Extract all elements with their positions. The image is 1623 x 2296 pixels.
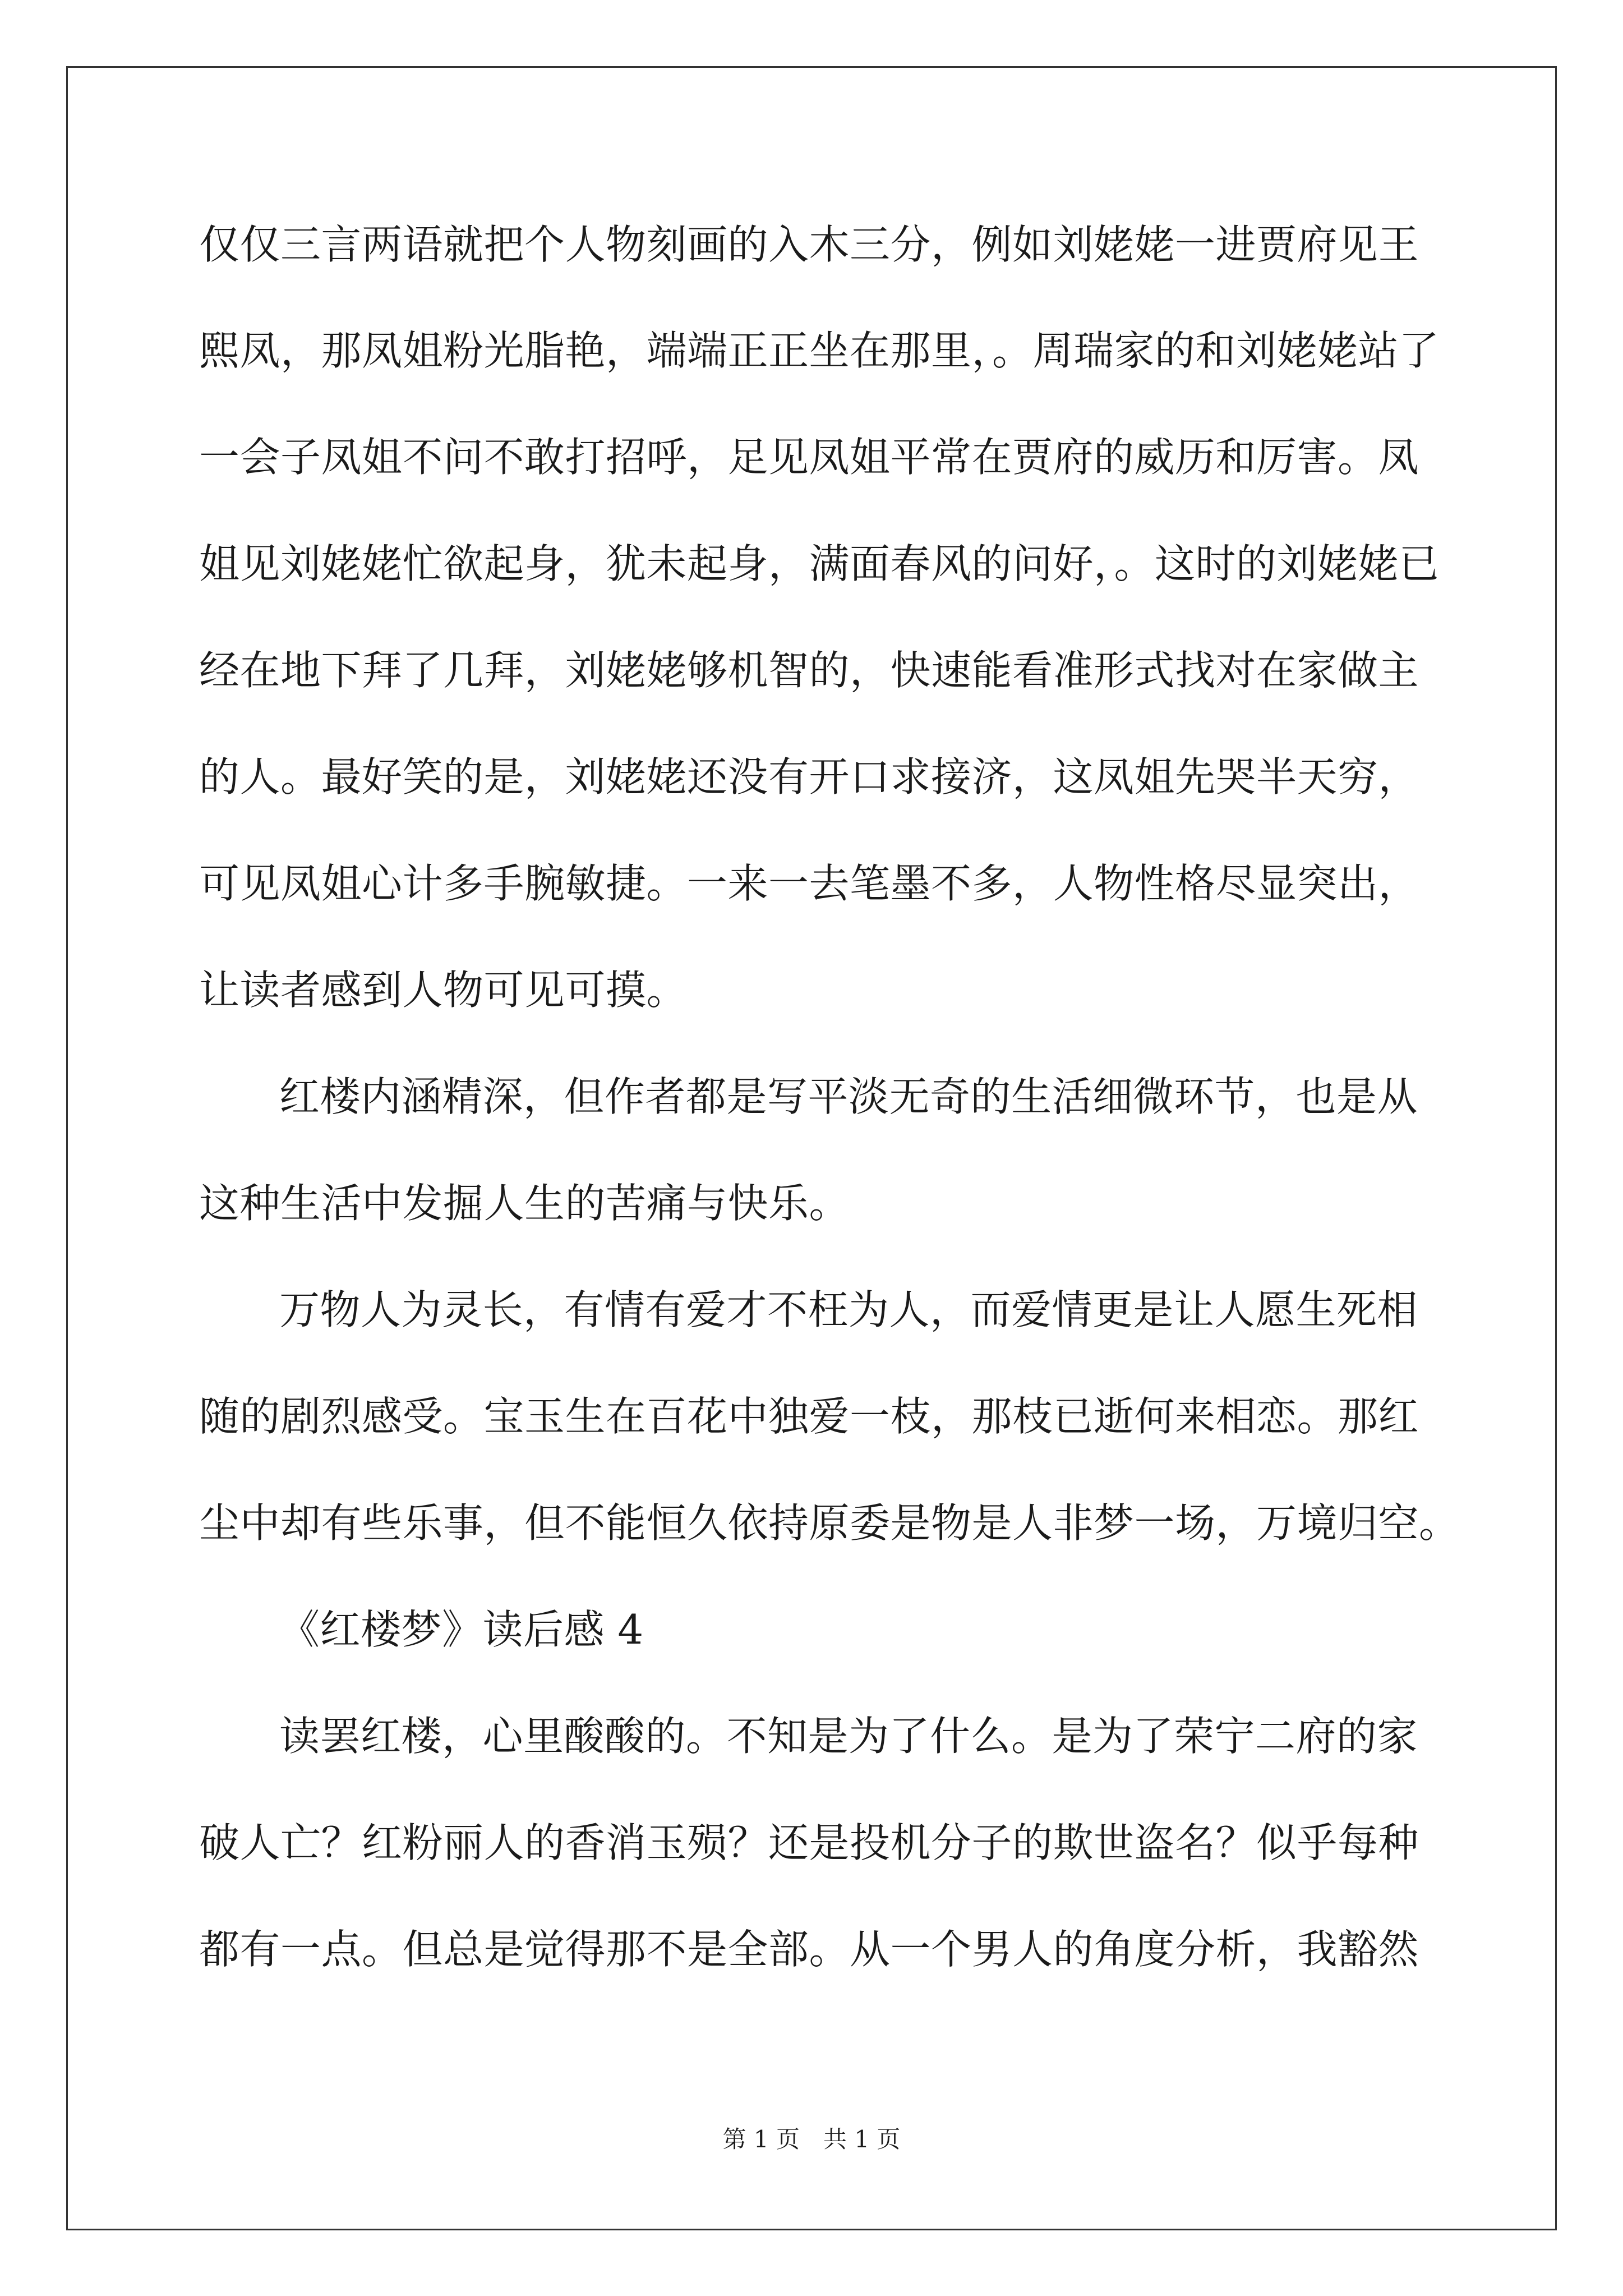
- body-line-8: 让读者感到人物可见可摸。: [199, 967, 688, 1014]
- body-line-13: 尘中却有些乐事，但不能恒久依持原委是物是人非梦一场，万境归空。: [199, 1499, 1460, 1547]
- body-line-2: 熙凤，那凤姐粉光脂艳，端端正正坐在那里，。周瑞家的和刘姥姥站了: [199, 327, 1440, 374]
- section-heading: 《红楼梦》读后感 4: [279, 1606, 644, 1653]
- body-line-10: 这种生活中发掘人生的苦痛与快乐。: [199, 1180, 850, 1227]
- paragraph-line-1: 红楼内涵精深，但作者都是写平淡无奇的生活细微环节，也是从: [279, 1073, 1418, 1120]
- body-line-5: 经在地下拜了几拜，刘姥姥够机智的，快速能看准形式找对在家做主: [199, 647, 1419, 694]
- body-line-3: 一会子凤姐不问不敢打招呼，足见凤姐平常在贾府的威历和厉害。凤: [199, 434, 1419, 481]
- paragraph-line-3: 读罢红楼，心里酸酸的。不知是为了什么。是为了荣宁二府的家: [279, 1713, 1418, 1760]
- body-line-17: 都有一点。但总是觉得那不是全部。从一个男人的角度分析，我豁然: [199, 1926, 1419, 1973]
- page-border: [66, 66, 1557, 2230]
- body-line-7: 可见凤姐心计多手腕敏捷。一来一去笔墨不多，人物性格尽显突出，: [199, 860, 1419, 907]
- paragraph-line-2: 万物人为灵长，有情有爱才不枉为人，而爱情更是让人愿生死相: [279, 1286, 1418, 1333]
- page-footer: 第 1 页 共 1 页: [722, 2125, 901, 2153]
- body-line-12: 随的剧烈感受。宝玉生在百花中独爱一枝，那枝已逝何来相恋。那红: [199, 1393, 1419, 1440]
- body-line-16: 破人亡？红粉丽人的香消玉殒？还是投机分子的欺世盗名？似乎每种: [199, 1819, 1419, 1866]
- body-line-1: 仅仅三言两语就把个人物刻画的入木三分，例如刘姥姥一进贾府见王: [199, 221, 1419, 268]
- body-line-6: 的人。最好笑的是，刘姥姥还没有开口求接济，这凤姐先哭半天穷，: [199, 753, 1419, 800]
- body-line-4: 姐见刘姥姥忙欲起身，犹未起身，满面春风的问好，。这时的刘姥姥已: [199, 540, 1440, 587]
